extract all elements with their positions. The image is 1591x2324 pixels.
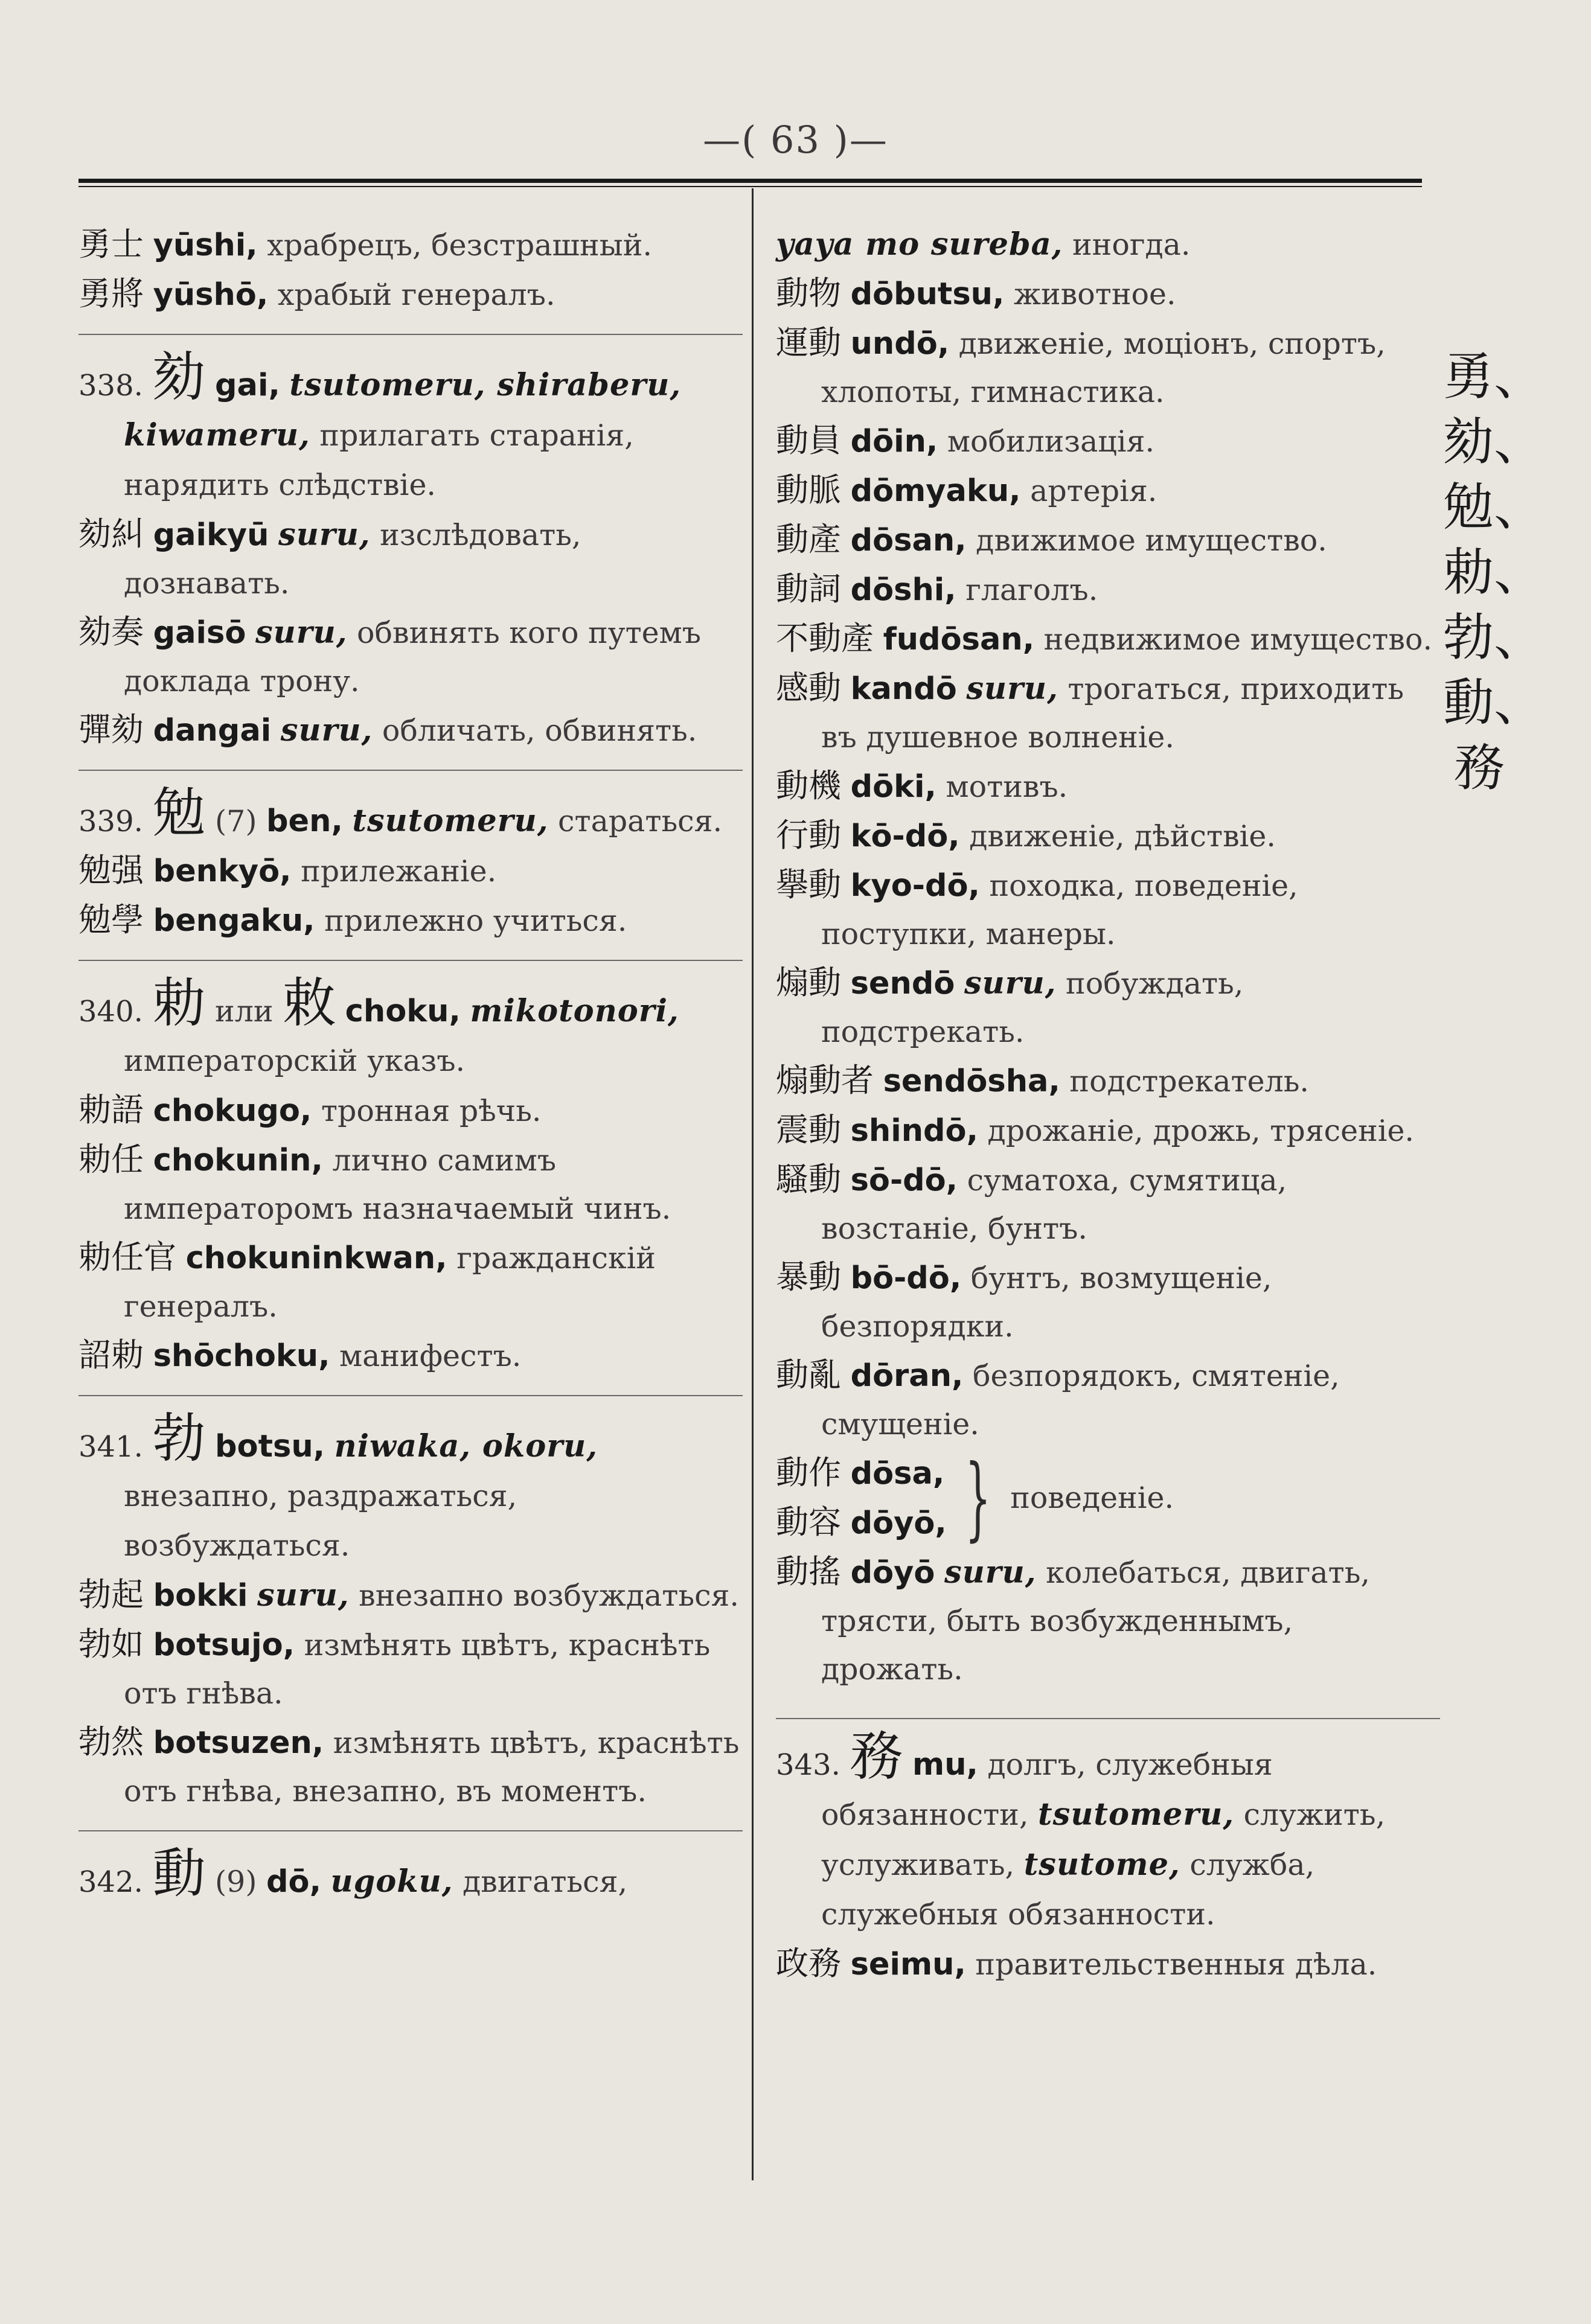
entry-343 xyxy=(776,1718,1440,1989)
dict-entry: 勅任官 chokuninkwan, гражданскій генералъ. xyxy=(78,1238,656,1324)
right-column xyxy=(776,220,1440,1989)
entry-head: 338. 劾 gai, tsutomeru, shiraberu, kiwameru, прилагать старанія, нарядить слѣдствіе. xyxy=(78,346,682,502)
brace-icon: } xyxy=(965,1446,991,1551)
dict-entry: 動搖 dōyō suru, колебаться, двигать, трясти, быть возбужденнымъ, дрожать. xyxy=(776,1553,1370,1687)
entry-339 xyxy=(78,782,743,961)
dict-entry: 震動 shindō, дрожаніе, дрожь, трясеніе. xyxy=(776,1111,1415,1149)
entry-338 xyxy=(78,346,743,771)
entry-head: 340. 勅 или 敕 choku, mikotonori, императорскій указъ. xyxy=(78,972,679,1078)
dict-entry: 不動產 fudōsan, недвижимое имущество. xyxy=(776,619,1433,657)
dict-entry: 動員 dōin, мобилизація. xyxy=(776,421,1155,459)
side-index-char: 務 xyxy=(1453,738,1505,797)
entry-head: 343. 務 mu, долгъ, служебныя обязанности, tsutomeru, служить, услуживать, tsutome, служба, служебныя обязанности. xyxy=(776,1725,1386,1932)
dict-entry: 劾奏 gaisō suru, обвинять кого путемъ доклада трону. xyxy=(78,613,701,698)
dict-entry: 擧動 kyo-dō, походка, поведеніе, поступки, манеры. xyxy=(776,866,1298,951)
page-number: —( 63 )— xyxy=(703,118,888,162)
dict-entry: 勃如 botsujo, измѣнять цвѣтъ, краснѣть отъ гнѣва. xyxy=(78,1625,711,1711)
dict-entry: 劾糾 gaikyū suru, изслѣдовать, дознавать. xyxy=(78,515,581,601)
side-index-char: 勇、 xyxy=(1443,347,1545,406)
dict-entry: 動詞 dōshi, глаголъ. xyxy=(776,570,1098,608)
dict-entry: 勉學 bengaku, прилежно учиться. xyxy=(78,901,627,939)
side-index-char: 勉、 xyxy=(1443,477,1545,537)
dict-entry-continuation: yaya mo sureba, иногда. xyxy=(776,226,1191,263)
left-column xyxy=(78,220,743,1939)
entry-341 xyxy=(78,1407,743,1831)
dict-entry: 暴動 bō-dō, бунтъ, возмущеніе, безпорядки. xyxy=(776,1258,1272,1344)
entry-head: 339. 勉 (7) ben, tsutomeru, стараться. xyxy=(78,782,723,844)
dict-entry: 動產 dōsan, движимое имущество. xyxy=(776,520,1327,558)
dict-entry: 動亂 dōran, безпорядокъ, смятеніе, смущеніе. xyxy=(776,1356,1340,1441)
brace-entry: 動作 dōsa, 動容 dōyō, } поведеніе. xyxy=(776,1446,1174,1551)
side-index-char: 動、 xyxy=(1443,673,1545,732)
column-divider xyxy=(752,188,754,2180)
dict-entry: 煽動 sendō suru, побуждать, подстрекать. xyxy=(776,963,1244,1049)
intro-block xyxy=(78,220,743,335)
dict-entry: 勇將 yūshō, храбый генералъ. xyxy=(78,275,555,313)
side-index xyxy=(1443,344,1545,800)
dict-entry: 行動 kō-dō, движеніе, дѣйствіе. xyxy=(776,816,1276,854)
entry-342 xyxy=(78,1842,743,1921)
entry-head: 341. 勃 botsu, niwaka, okoru, внезапно, раздражаться, возбуждаться. xyxy=(78,1407,598,1563)
dict-entry: 勅任 chokunin, лично самимъ императоромъ назначаемый чинъ. xyxy=(78,1140,671,1226)
header-rule xyxy=(78,179,1422,187)
dict-entry: 勃起 bokki suru, внезапно возбуждаться. xyxy=(78,1575,740,1614)
side-index-char: 勅、 xyxy=(1443,543,1545,602)
entry-head: 342. 動 (9) dō, ugoku, двигаться, xyxy=(78,1842,628,1904)
entry-340 xyxy=(78,972,743,1396)
dict-entry: 勇士 yūshi, храбрецъ, безстрашный. xyxy=(78,225,652,263)
dict-entry: 運動 undō, движеніе, моціонъ, спортъ, хлопоты, гимнастика. xyxy=(776,324,1386,409)
dict-entry: 勃然 botsuzen, измѣнять цвѣтъ, краснѣть отъ гнѣва, внезапно, въ моментъ. xyxy=(78,1723,740,1808)
dict-entry: 感動 kandō suru, трогаться, приходить въ душевное волненіе. xyxy=(776,669,1404,755)
dict-entry: 詔勅 shōchoku, манифестъ. xyxy=(78,1336,522,1374)
dict-entry: 動機 dōki, мотивъ. xyxy=(776,767,1068,805)
side-index-char: 劾、 xyxy=(1443,412,1545,471)
side-index-char: 勃、 xyxy=(1443,608,1545,667)
dict-entry: 勉强 benkyō, прилежаніе. xyxy=(78,851,497,889)
dict-entry: 騷動 sō-dō, суматоха, сумятица, возстаніе, бунтъ. xyxy=(776,1160,1287,1246)
dict-entry: 勅語 chokugo, тронная рѣчь. xyxy=(78,1091,542,1129)
dict-entry: 動脈 dōmyaku, артерія. xyxy=(776,471,1157,509)
dict-entry: 煽動者 sendōsha, подстрекатель. xyxy=(776,1061,1309,1099)
right-entries xyxy=(776,269,1440,1449)
dict-entry: 彈劾 dangai suru, обличать, обвинять. xyxy=(78,710,697,749)
dict-entry: 政務 seimu, правительственныя дѣла. xyxy=(776,1944,1377,1982)
dict-entry: 動物 dōbutsu, животное. xyxy=(776,274,1176,312)
